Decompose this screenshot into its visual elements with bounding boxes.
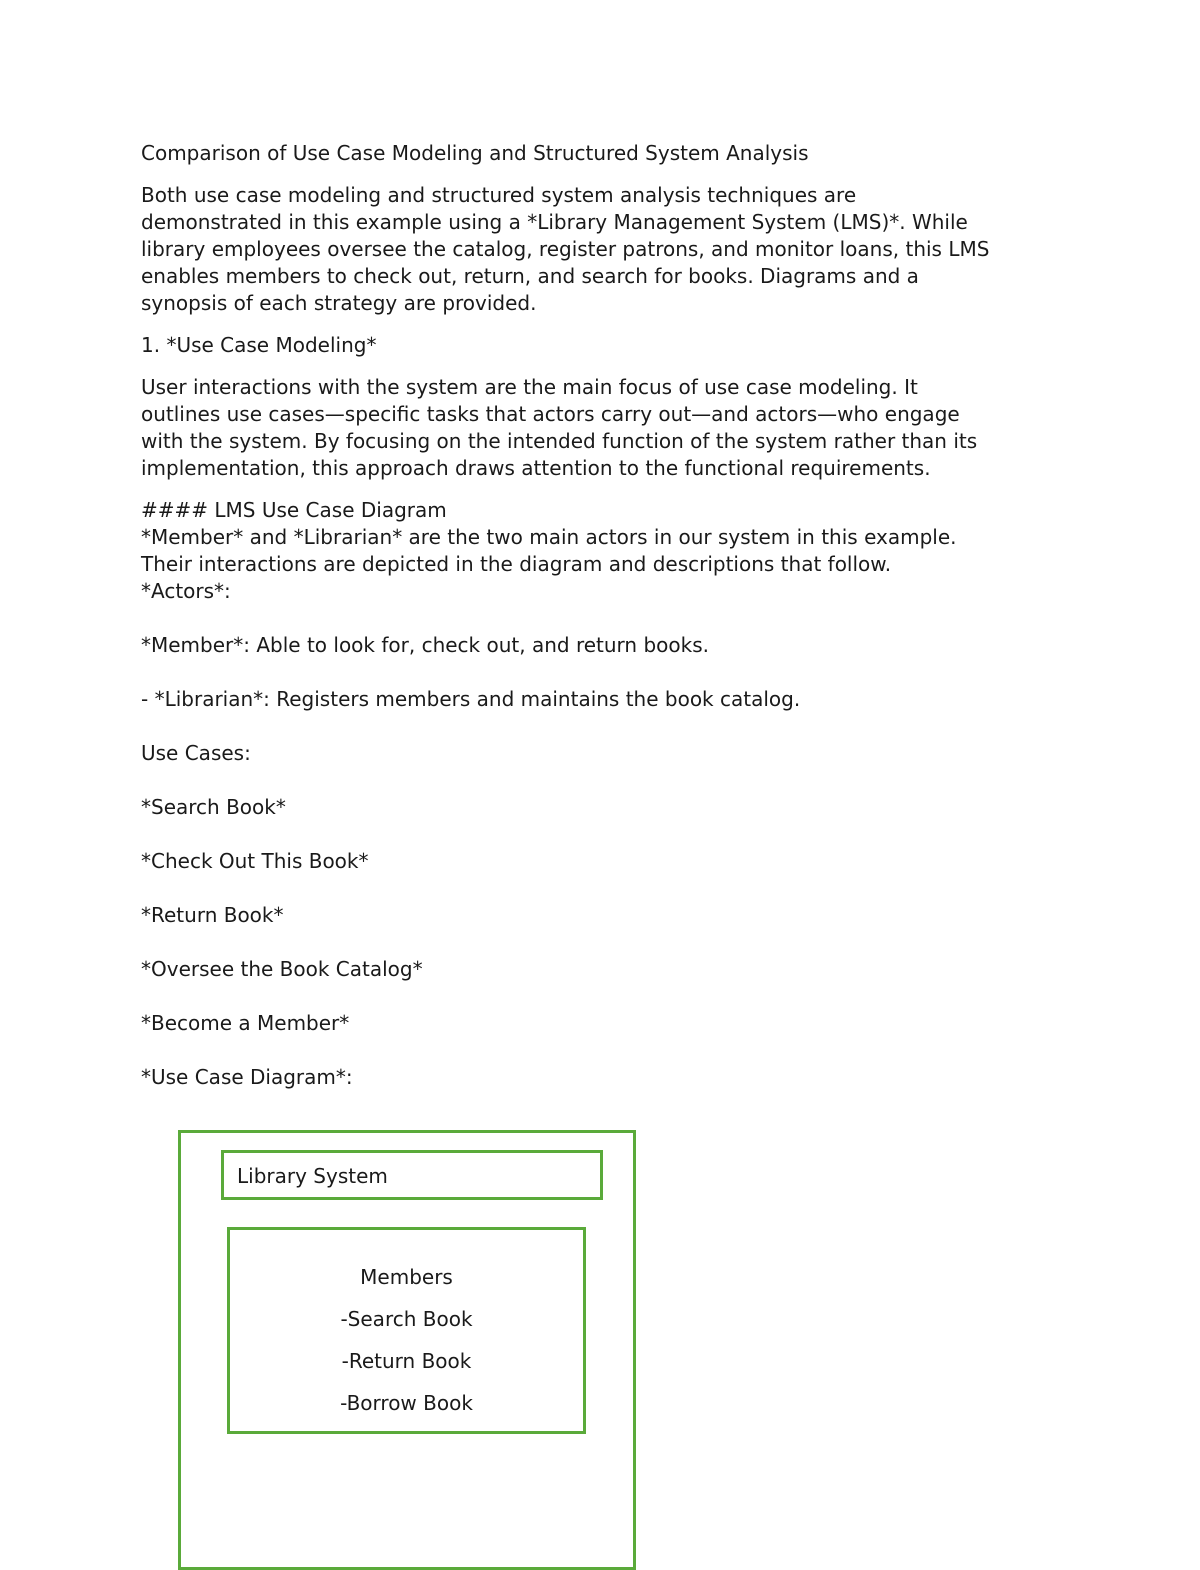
section-line: with the system. By focusing on the intended function of the system rather than its [141,429,978,453]
use-case-item: *Search Book* [141,795,286,819]
intro-line: enables members to check out, return, and search for books. Diagrams and a [141,264,919,288]
members-title: Members [360,1265,453,1289]
actor-librarian: - *Librarian*: Registers members and maintains the book catalog. [141,687,801,711]
use-case-item: *Check Out This Book* [141,849,369,873]
section-line: outlines use cases—specific tasks that actors carry out—and actors—who engage [141,402,960,426]
section-line: implementation, this approach draws attention to the functional requirements. [141,456,931,480]
library-system-label: Library System [237,1164,388,1188]
diagram-heading: #### LMS Use Case Diagram [141,498,447,522]
section-line: User interactions with the system are the main focus of use case modeling. It [141,375,918,399]
diagram-intro-line: Their interactions are depicted in the diagram and descriptions that follow. [141,552,892,576]
diagram-section [141,497,1071,1091]
use-case-diagram-label: *Use Case Diagram*: [141,1065,353,1089]
actor-member: *Member*: Able to look for, check out, and return books. [141,633,709,657]
intro-line: synopsis of each strategy are provided. [141,291,537,315]
section-heading: 1. *Use Case Modeling* [141,333,377,357]
document-body [141,140,1071,1091]
section-paragraph [141,374,1071,482]
library-system-box [221,1150,603,1200]
use-cases-label: Use Cases: [141,741,251,765]
members-item: -Return Book [341,1349,472,1373]
members-item: -Borrow Book [340,1391,473,1415]
members-list [230,1256,583,1424]
use-case-item: *Return Book* [141,903,284,927]
intro-line: demonstrated in this example using a *Library Management System (LMS)*. While [141,210,968,234]
intro-line: Both use case modeling and structured system analysis techniques are [141,183,857,207]
members-item: -Search Book [340,1307,473,1331]
actors-label: *Actors*: [141,579,231,603]
use-case-item: *Become a Member* [141,1011,350,1035]
intro-paragraph [141,182,1071,317]
intro-line: library employees oversee the catalog, register patrons, and monitor loans, this LMS [141,237,990,261]
document-title: Comparison of Use Case Modeling and Structured System Analysis [141,141,809,165]
diagram-intro-line: *Member* and *Librarian* are the two main actors in our system in this example. [141,525,957,549]
use-case-item: *Oversee the Book Catalog* [141,957,423,981]
members-box [227,1227,586,1434]
